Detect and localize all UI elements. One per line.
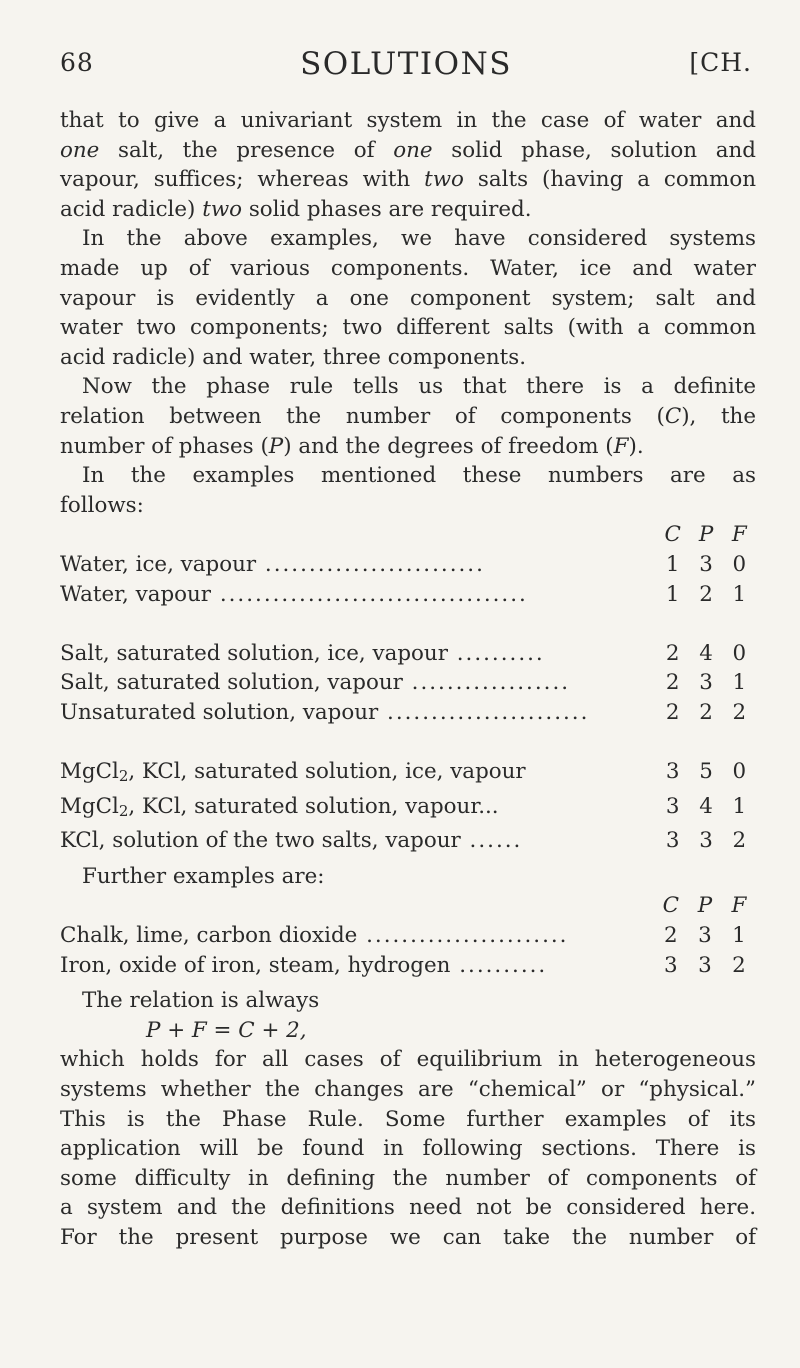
cell-c: 3 bbox=[663, 952, 678, 978]
leader-dots: ....................... bbox=[378, 699, 590, 725]
relation-label: The relation is always bbox=[82, 988, 320, 1014]
paragraph-line: that to give a univariant system in the case of water and bbox=[60, 108, 756, 133]
table-row bbox=[60, 550, 756, 580]
page-number: 68 bbox=[60, 48, 94, 77]
row-label: Salt, saturated solution, vapour bbox=[60, 670, 403, 696]
paragraph-line: which holds for all cases of equilibrium in heterogeneous bbox=[60, 1047, 756, 1073]
cell-f: 0 bbox=[732, 640, 747, 666]
cell-p: 4 bbox=[699, 793, 713, 819]
table-row bbox=[60, 698, 756, 728]
row-label: Iron, oxide of iron, steam, hydrogen bbox=[60, 952, 451, 978]
leader-dots: ....................... bbox=[357, 923, 569, 949]
cell-f: 0 bbox=[732, 759, 747, 785]
chapter-marker: [CH. bbox=[689, 48, 752, 77]
paragraph-line: In the above examples, we have considered systems bbox=[82, 226, 756, 252]
paragraph-line: follows: bbox=[60, 492, 144, 518]
table-row bbox=[60, 921, 756, 951]
cell-c: 3 bbox=[665, 828, 680, 854]
table-row bbox=[60, 792, 756, 827]
paragraph-line: relation between the number of components (C), the bbox=[60, 403, 756, 429]
paragraph-line: one salt, the presence of one solid phase, solution and bbox=[60, 137, 756, 163]
paragraph-line: In the examples mentioned these numbers are as bbox=[82, 463, 756, 489]
cell-f: 2 bbox=[732, 828, 747, 854]
paragraph-line: For the present purpose we can take the number of bbox=[60, 1224, 756, 1250]
column-header: C bbox=[662, 893, 679, 919]
cell-p: 5 bbox=[699, 759, 713, 785]
row-label: Water, vapour bbox=[60, 581, 212, 607]
paragraph-line: made up of various components. Water, ice and water bbox=[60, 255, 756, 281]
cell-p: 4 bbox=[699, 640, 713, 666]
paragraph-line: acid radicle) two solid phases are required. bbox=[60, 196, 532, 222]
cell-c: 2 bbox=[665, 670, 680, 696]
table-row bbox=[60, 668, 756, 698]
paragraph-line: acid radicle) and water, three components. bbox=[60, 344, 527, 370]
cell-p: 3 bbox=[698, 923, 712, 949]
cell-c: 2 bbox=[663, 923, 678, 949]
paragraph-line: some difficulty in defining the number of components of bbox=[60, 1165, 756, 1191]
cell-f: 1 bbox=[732, 923, 746, 949]
phase-rule-formula: P + F = C + 2, bbox=[146, 1017, 307, 1043]
cell-f: 1 bbox=[732, 670, 747, 696]
cell-p: 2 bbox=[699, 699, 713, 725]
table-row bbox=[60, 580, 756, 610]
cell-p: 3 bbox=[698, 952, 712, 978]
page-body bbox=[60, 106, 756, 1253]
table-row bbox=[60, 757, 756, 792]
paragraph-line: This is the Phase Rule. Some further examples of its bbox=[60, 1106, 756, 1132]
cell-c: 1 bbox=[665, 581, 680, 607]
leader-dots: ...... bbox=[460, 828, 523, 854]
table-header-row bbox=[60, 520, 756, 550]
cell-p: 3 bbox=[699, 670, 713, 696]
paragraph-line: systems whether the changes are “chemical” or “physical.” bbox=[60, 1077, 756, 1102]
cell-c: 3 bbox=[665, 793, 680, 819]
paragraph-line: number of phases (P) and the degrees of freedom (F). bbox=[60, 433, 644, 459]
paragraph-line: application will be found in following sections. There is bbox=[60, 1136, 756, 1162]
cell-p: 3 bbox=[699, 828, 713, 854]
cell-c: 3 bbox=[665, 759, 680, 785]
row-label: MgCl$_2$, KCl, saturated solution, ice, vapour bbox=[60, 759, 526, 786]
further-examples-label: Further examples are: bbox=[82, 863, 325, 889]
leader-dots: ................................... bbox=[211, 581, 528, 607]
table-header-row bbox=[60, 891, 756, 921]
cell-c: 2 bbox=[665, 699, 680, 725]
leader-dots: .......... bbox=[450, 952, 548, 978]
row-label: Chalk, lime, carbon dioxide bbox=[60, 923, 358, 949]
row-label: KCl, solution of the two salts, vapour bbox=[60, 828, 461, 854]
table-row bbox=[60, 826, 756, 856]
leader-dots: .................. bbox=[402, 670, 571, 696]
table-row bbox=[60, 951, 756, 981]
cell-p: 2 bbox=[699, 581, 713, 607]
running-title: SOLUTIONS bbox=[300, 46, 512, 82]
column-header: F bbox=[731, 522, 747, 548]
cell-p: 3 bbox=[699, 551, 713, 577]
column-header: C bbox=[664, 522, 681, 548]
row-label: Unsaturated solution, vapour bbox=[60, 699, 379, 725]
column-header: P bbox=[697, 893, 713, 919]
cell-f: 0 bbox=[732, 551, 747, 577]
paragraph-line: a system and the definitions need not be considered here. bbox=[60, 1195, 756, 1221]
paragraph-line: vapour is evidently a one component system; salt and bbox=[60, 285, 756, 311]
row-label: MgCl$_2$, KCl, saturated solution, vapour... bbox=[60, 793, 499, 820]
paragraph-line: Now the phase rule tells us that there is a definite bbox=[82, 374, 756, 400]
cell-f: 2 bbox=[732, 699, 747, 725]
paragraph-line: water two components; two different salts (with a common bbox=[60, 315, 756, 341]
cell-f: 2 bbox=[732, 952, 746, 978]
cell-f: 1 bbox=[732, 581, 747, 607]
cell-c: 2 bbox=[665, 640, 680, 666]
row-label: Water, ice, vapour bbox=[60, 551, 257, 577]
further-table bbox=[60, 891, 756, 980]
row-label: Salt, saturated solution, ice, vapour bbox=[60, 640, 448, 666]
cell-f: 1 bbox=[732, 793, 747, 819]
leader-dots: ......................... bbox=[256, 551, 485, 577]
leader-dots: .......... bbox=[447, 640, 545, 666]
column-header: F bbox=[731, 893, 747, 919]
phase-table bbox=[60, 520, 756, 856]
column-header: P bbox=[698, 522, 714, 548]
paragraph-line: vapour, suffices; whereas with two salts (having a common bbox=[60, 167, 756, 193]
table-row bbox=[60, 639, 756, 669]
cell-c: 1 bbox=[665, 551, 680, 577]
page-header bbox=[60, 40, 752, 80]
